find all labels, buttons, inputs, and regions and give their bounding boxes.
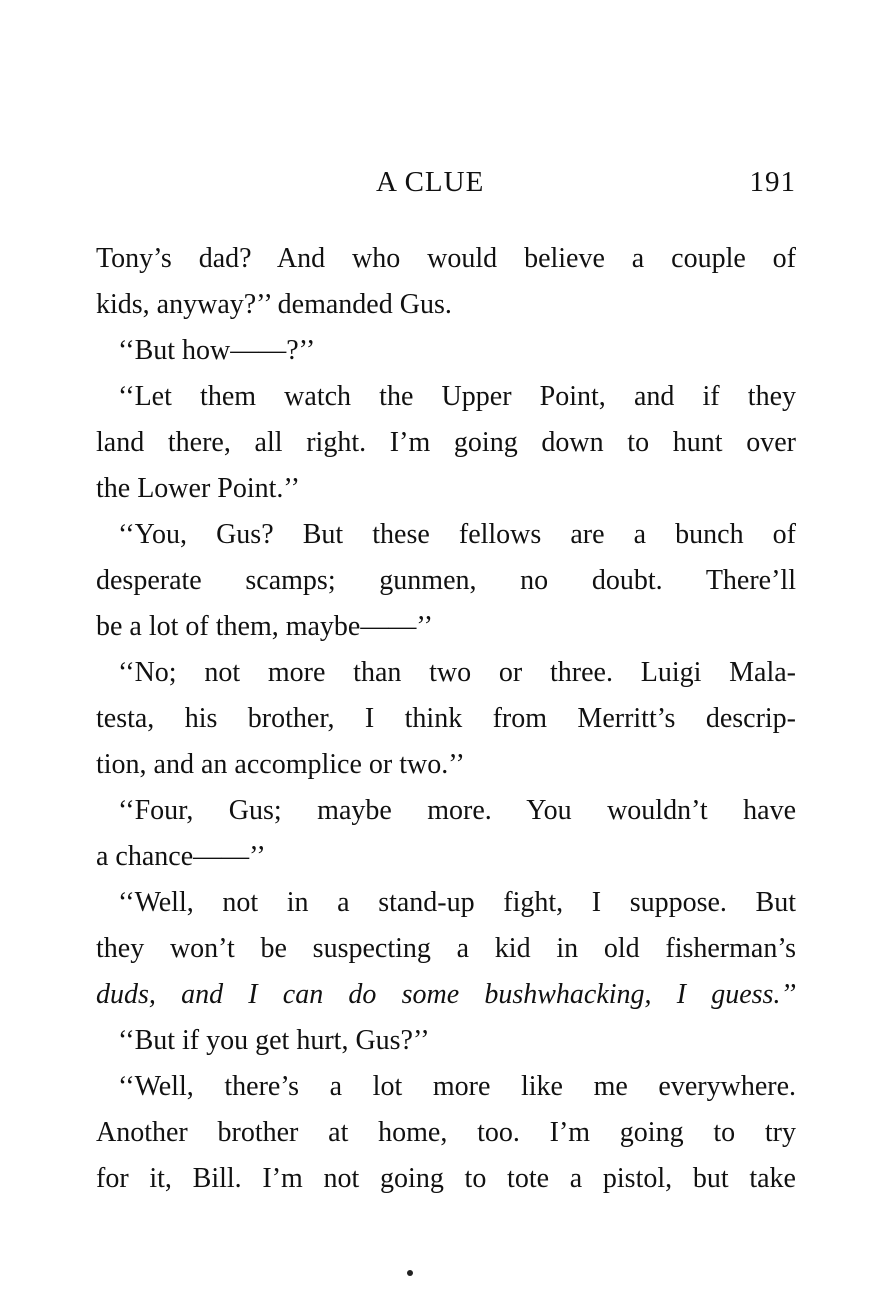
text-line: ‘‘Well, not in a stand-up fight, I suppose. But [118,887,796,918]
text-line: ‘‘Let them watch the Upper Point, and if they [118,381,796,412]
text-line: testa, his brother, I think from Merritt’s descrip- [96,703,796,734]
text-line: a chance——’’ [96,841,266,872]
text-line: ‘‘You, Gus? But these fellows are a bunch of [118,519,796,550]
text-line: desperate scamps; gunmen, no doubt. There’ll [96,565,796,596]
page-number: 191 [749,166,796,198]
text-line: ‘‘No; not more than two or three. Luigi Mala- [118,657,796,688]
text-line: be a lot of them, maybe——’’ [96,611,433,642]
text-line: ‘‘But how——?’’ [118,335,316,366]
text-line: Another brother at home, too. I’m going to try [96,1117,796,1148]
chapter-title: A CLUE [376,166,485,198]
text-line: ‘‘Four, Gus; maybe more. You wouldn’t have [118,795,796,826]
text-line: Tony’s dad? And who would believe a couple of [96,243,796,274]
body-text [96,236,796,1202]
text-line: ‘‘But if you get hurt, Gus?’’ [118,1025,430,1056]
text-line: they won’t be suspecting a kid in old fisherman’s [96,933,796,964]
text-line: the Lower Point.’’ [96,473,300,504]
ink-speck [407,1270,413,1276]
running-head [96,166,796,206]
text-line: tion, and an accomplice or two.’’ [96,749,465,780]
text-line: for it, Bill. I’m not going to tote a pistol, but take [96,1163,796,1194]
text-line: kids, anyway?’’ demanded Gus. [96,289,452,320]
text-line: land there, all right. I’m going down to hunt over [96,427,796,458]
text-line: duds, and I can do some bushwhacking, I guess.’’ [96,979,796,1010]
text-line: ‘‘Well, there’s a lot more like me everywhere. [118,1071,796,1102]
